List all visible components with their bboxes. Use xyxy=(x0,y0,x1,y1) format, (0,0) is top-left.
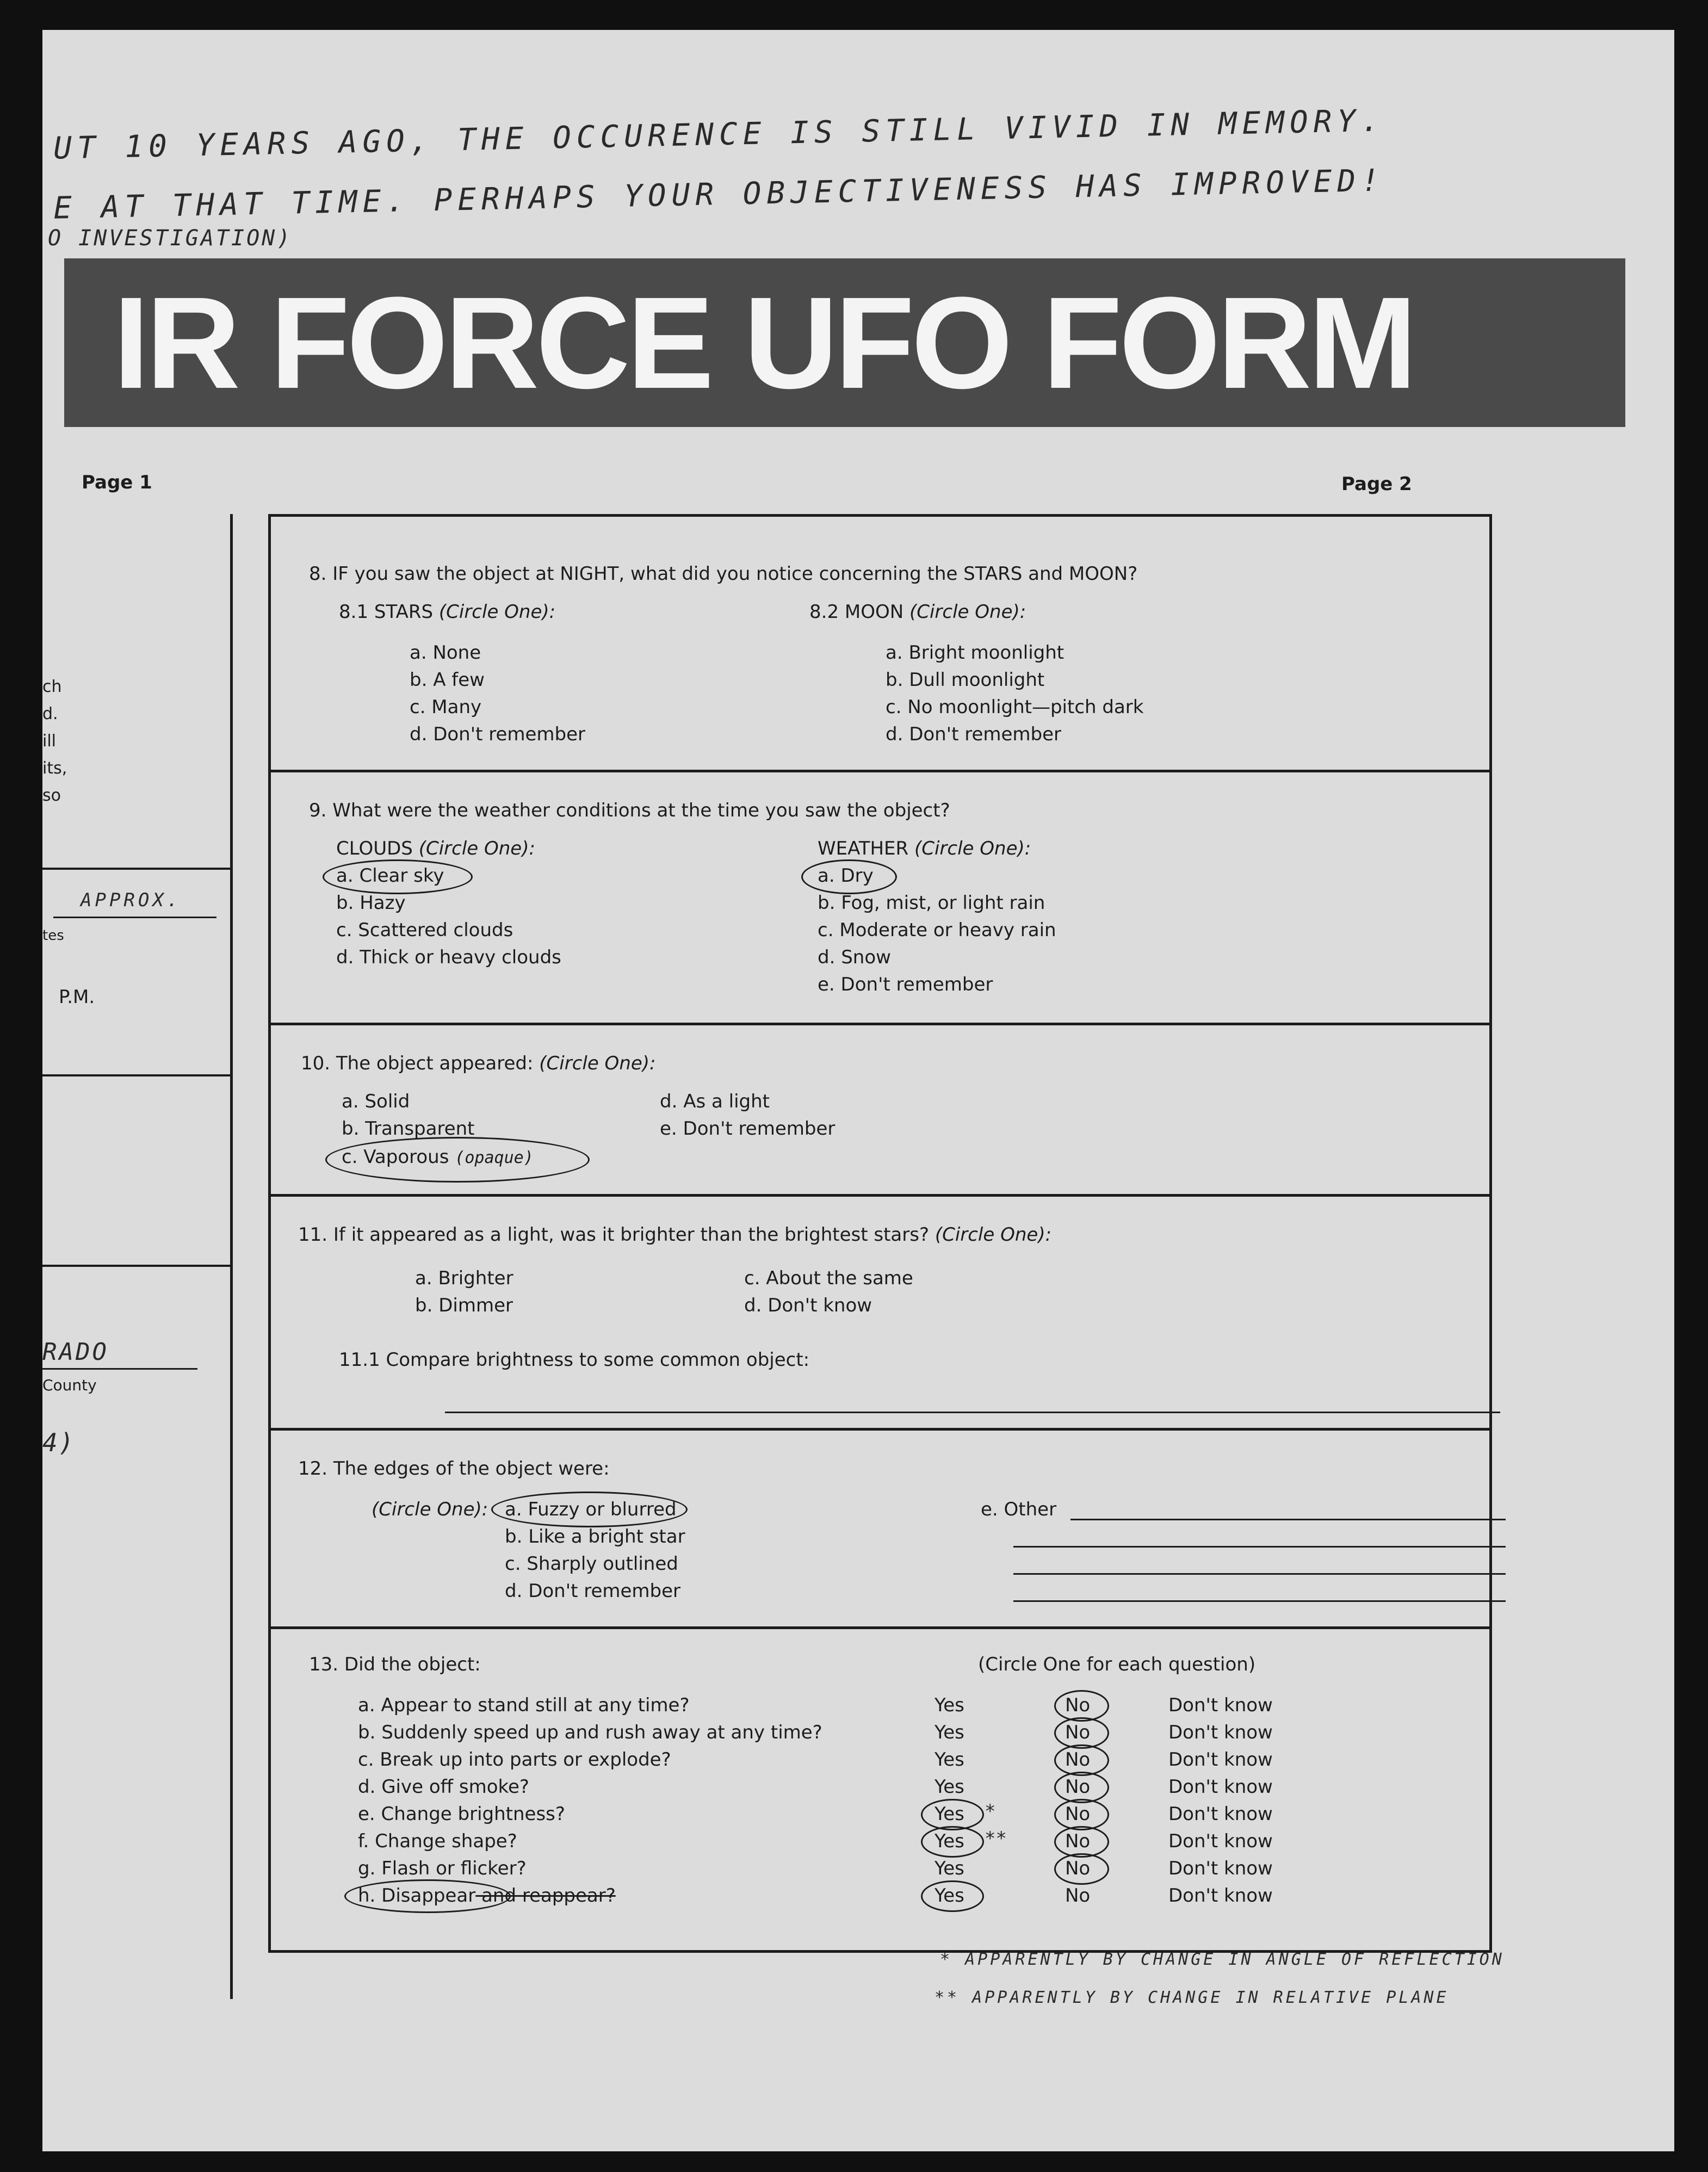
answer-yes[interactable]: Yes xyxy=(935,1858,964,1879)
brightness-compare-label: 11.1 Compare brightness to some common object: xyxy=(339,1349,810,1371)
question-text: IF you saw the object at NIGHT, what did you notice concerning the STARS and MOON? xyxy=(332,563,1138,585)
approx-underline xyxy=(53,917,216,918)
edges-option-a[interactable]: a. Fuzzy or blurred xyxy=(505,1499,677,1520)
heading-text: CLOUDS xyxy=(336,838,413,859)
page1-edge-column xyxy=(42,514,233,1999)
circle-mark-disappear xyxy=(344,1879,511,1913)
answer-no[interactable]: No xyxy=(1065,1694,1091,1716)
weather-heading xyxy=(818,838,1031,859)
behaviour-question: d. Give off smoke? xyxy=(358,1776,529,1798)
stars-heading xyxy=(339,601,555,623)
weather-option-d[interactable]: d. Snow xyxy=(818,946,891,968)
circle-mark-no xyxy=(1054,1853,1109,1885)
other-field-line-2[interactable] xyxy=(1013,1546,1506,1548)
weather-option-e[interactable]: e. Don't remember xyxy=(818,974,993,995)
handwritten-opaque: (opaque) xyxy=(455,1148,534,1167)
answer-dont-know[interactable]: Don't know xyxy=(1168,1830,1273,1852)
answer-yes[interactable]: Yes xyxy=(935,1803,964,1825)
question-10-panel xyxy=(268,1023,1492,1199)
title-banner xyxy=(64,258,1625,427)
pm-label: P.M. xyxy=(59,986,95,1008)
appearance-option-a[interactable]: a. Solid xyxy=(342,1091,410,1112)
behaviour-question: e. Change brightness? xyxy=(358,1803,565,1825)
answer-dont-know[interactable]: Don't know xyxy=(1168,1803,1273,1825)
handwritten-note-line1: UT 10 YEARS AGO, THE OCCURENCE IS STILL VIVID IN MEMORY. xyxy=(53,103,1385,166)
asterisk-mark: ** xyxy=(985,1828,1007,1849)
behaviour-question: f. Change shape? xyxy=(358,1830,517,1852)
answer-yes[interactable]: Yes xyxy=(935,1694,964,1716)
question-8-panel xyxy=(268,514,1492,775)
moon-heading xyxy=(809,601,1026,623)
weather-option-b[interactable]: b. Fog, mist, or light rain xyxy=(818,892,1045,914)
question-number: 8. xyxy=(309,563,327,585)
instruction-text: (Circle One): xyxy=(914,838,1031,859)
answer-yes[interactable]: Yes xyxy=(935,1830,964,1852)
page-label-left: Page 1 xyxy=(82,472,152,493)
answer-no[interactable]: No xyxy=(1065,1858,1091,1879)
divider xyxy=(42,868,230,870)
answer-dont-know[interactable]: Don't know xyxy=(1168,1749,1273,1771)
question-text: The object appeared: xyxy=(336,1053,534,1074)
heading-text: WEATHER xyxy=(818,838,909,859)
fragment-text: its, xyxy=(42,759,67,778)
brightness-option-b[interactable]: b. Dimmer xyxy=(415,1295,513,1316)
question-number: 10. xyxy=(301,1053,331,1074)
handwritten-fragment: 4) xyxy=(42,1428,75,1457)
answer-dont-know[interactable]: Don't know xyxy=(1168,1722,1273,1743)
brightness-option-d[interactable]: d. Don't know xyxy=(744,1295,872,1316)
instruction-text: (Circle One): xyxy=(909,601,1026,623)
question-text: Did the object: xyxy=(344,1654,481,1675)
circle-mark-clear-sky xyxy=(323,859,473,894)
appearance-option-b[interactable]: b. Transparent xyxy=(342,1118,475,1140)
other-field-line-1[interactable] xyxy=(1070,1519,1506,1520)
fragment-text: so xyxy=(42,786,61,805)
stars-option-b[interactable]: b. A few xyxy=(410,669,485,691)
brightness-option-a[interactable]: a. Brighter xyxy=(415,1267,513,1289)
clouds-option-d[interactable]: d. Thick or heavy clouds xyxy=(336,946,561,968)
edges-option-other[interactable]: e. Other xyxy=(981,1499,1057,1520)
answer-dont-know[interactable]: Don't know xyxy=(1168,1694,1273,1716)
question-number: 12. xyxy=(298,1458,328,1480)
stars-option-d[interactable]: d. Don't remember xyxy=(410,723,585,745)
question-10-text xyxy=(301,1053,656,1074)
circle-mark-dry xyxy=(801,859,897,894)
handwritten-fragment: RADO xyxy=(42,1338,109,1366)
instruction-text: (Circle One): xyxy=(418,838,535,859)
clouds-option-a[interactable]: a. Clear sky xyxy=(336,865,444,887)
question-text: What were the weather conditions at the time you saw the object? xyxy=(332,800,950,821)
answer-no[interactable]: No xyxy=(1065,1830,1091,1852)
moon-option-c[interactable]: c. No moonlight—pitch dark xyxy=(886,696,1144,718)
answer-dont-know[interactable]: Don't know xyxy=(1168,1776,1273,1798)
clouds-heading xyxy=(336,838,535,859)
brightness-compare-field[interactable] xyxy=(445,1412,1500,1413)
divider xyxy=(42,1074,230,1076)
edges-option-c[interactable]: c. Sharply outlined xyxy=(505,1553,678,1575)
question-13-text xyxy=(309,1654,481,1675)
behaviour-question: a. Appear to stand still at any time? xyxy=(358,1694,690,1716)
heading-text: 8.2 MOON xyxy=(809,601,904,623)
handwritten-footnote-2: ** APPARENTLY BY CHANGE IN RELATIVE PLANE xyxy=(935,1988,1449,2007)
answer-no[interactable]: No xyxy=(1065,1885,1091,1907)
heading-text: 8.1 STARS xyxy=(339,601,434,623)
form-sheet xyxy=(42,30,1674,2151)
question-11-panel xyxy=(268,1194,1492,1433)
county-label: County xyxy=(42,1376,97,1394)
question-13-panel xyxy=(268,1626,1492,1953)
moon-option-d[interactable]: d. Don't remember xyxy=(886,723,1061,745)
answer-no[interactable]: No xyxy=(1065,1776,1091,1798)
instruction-text: (Circle One): xyxy=(935,1224,1052,1246)
behaviour-question: g. Flash or flicker? xyxy=(358,1858,527,1879)
circle-mark-fuzzy xyxy=(491,1492,688,1527)
answer-dont-know[interactable]: Don't know xyxy=(1168,1885,1273,1907)
question-8-text xyxy=(309,563,1137,585)
page-label-right: Page 2 xyxy=(1341,473,1412,495)
circle-mark-yes xyxy=(921,1826,984,1858)
question-9-panel xyxy=(268,770,1492,1028)
handwritten-note-line2: E AT THAT TIME. PERHAPS YOUR OBJECTIVENESS HAS IMPROVED! xyxy=(53,163,1385,226)
circle-mark-vaporous xyxy=(325,1137,590,1183)
moon-option-a[interactable]: a. Bright moonlight xyxy=(886,642,1065,664)
moon-option-b[interactable]: b. Dull moonlight xyxy=(886,669,1045,691)
answer-no[interactable]: No xyxy=(1065,1722,1091,1743)
question-number: 13. xyxy=(309,1654,339,1675)
behaviour-question: b. Suddenly speed up and rush away at any time? xyxy=(358,1722,822,1743)
question-text: If it appeared as a light, was it brighter than the brightest stars? xyxy=(333,1224,929,1246)
answer-yes[interactable]: Yes xyxy=(935,1722,964,1743)
weather-option-a[interactable]: a. Dry xyxy=(818,865,874,887)
state-underline xyxy=(42,1368,197,1370)
fragment-text: ill xyxy=(42,732,57,751)
handwritten-note-line3: O INVESTIGATION) xyxy=(48,226,293,251)
instruction-text: (Circle One): xyxy=(438,601,556,623)
appearance-option-d[interactable]: d. As a light xyxy=(660,1091,770,1112)
edges-option-b[interactable]: b. Like a bright star xyxy=(505,1526,685,1548)
instruction-text: (Circle One): xyxy=(539,1053,656,1074)
answer-yes[interactable]: Yes xyxy=(935,1776,964,1798)
question-11-text xyxy=(298,1224,1051,1246)
question-12-text xyxy=(298,1458,610,1480)
edges-option-d[interactable]: d. Don't remember xyxy=(505,1580,680,1602)
question-number: 9. xyxy=(309,800,327,821)
clouds-option-c[interactable]: c. Scattered clouds xyxy=(336,919,513,941)
other-field-line-3[interactable] xyxy=(1013,1573,1506,1575)
fragment-text: tes xyxy=(42,927,64,944)
question-text: h. Disappear xyxy=(358,1885,476,1907)
form-title: IR FORCE UFO FORM xyxy=(113,270,1414,416)
option-text: c. Vaporous xyxy=(342,1146,449,1168)
handwritten-footnote-1: * APPARENTLY BY CHANGE IN ANGLE OF REFLECTION xyxy=(940,1950,1505,1969)
behaviour-question: c. Break up into parts or explode? xyxy=(358,1749,671,1771)
other-field-line-4[interactable] xyxy=(1013,1600,1506,1602)
clouds-option-b[interactable]: b. Hazy xyxy=(336,892,406,914)
weather-option-c[interactable]: c. Moderate or heavy rain xyxy=(818,919,1056,941)
question-9-text xyxy=(309,800,950,821)
answer-dont-know[interactable]: Don't know xyxy=(1168,1858,1273,1879)
handwritten-approx: APPROX. xyxy=(81,889,182,911)
brightness-option-c[interactable]: c. About the same xyxy=(744,1267,913,1289)
answer-no[interactable]: No xyxy=(1065,1749,1091,1771)
stars-option-a[interactable]: a. None xyxy=(410,642,481,664)
fragment-text: ch xyxy=(42,677,62,696)
edges-instruction: (Circle One): xyxy=(372,1499,488,1520)
divider xyxy=(42,1265,230,1267)
stars-option-c[interactable]: c. Many xyxy=(410,696,482,718)
question-number: 11. xyxy=(298,1224,328,1246)
circle-mark-yes xyxy=(921,1880,984,1912)
asterisk-mark: * xyxy=(985,1800,996,1822)
behaviour-instruction: (Circle One for each question) xyxy=(978,1654,1256,1675)
fragment-text: d. xyxy=(42,704,58,723)
appearance-option-e[interactable]: e. Don't remember xyxy=(660,1118,836,1140)
question-text: The edges of the object were: xyxy=(333,1458,610,1480)
answer-no[interactable]: No xyxy=(1065,1803,1091,1825)
question-12-panel xyxy=(268,1428,1492,1632)
struck-text: and reappear? xyxy=(475,1885,616,1907)
answer-yes[interactable]: Yes xyxy=(935,1749,964,1771)
answer-yes[interactable]: Yes xyxy=(935,1885,964,1907)
